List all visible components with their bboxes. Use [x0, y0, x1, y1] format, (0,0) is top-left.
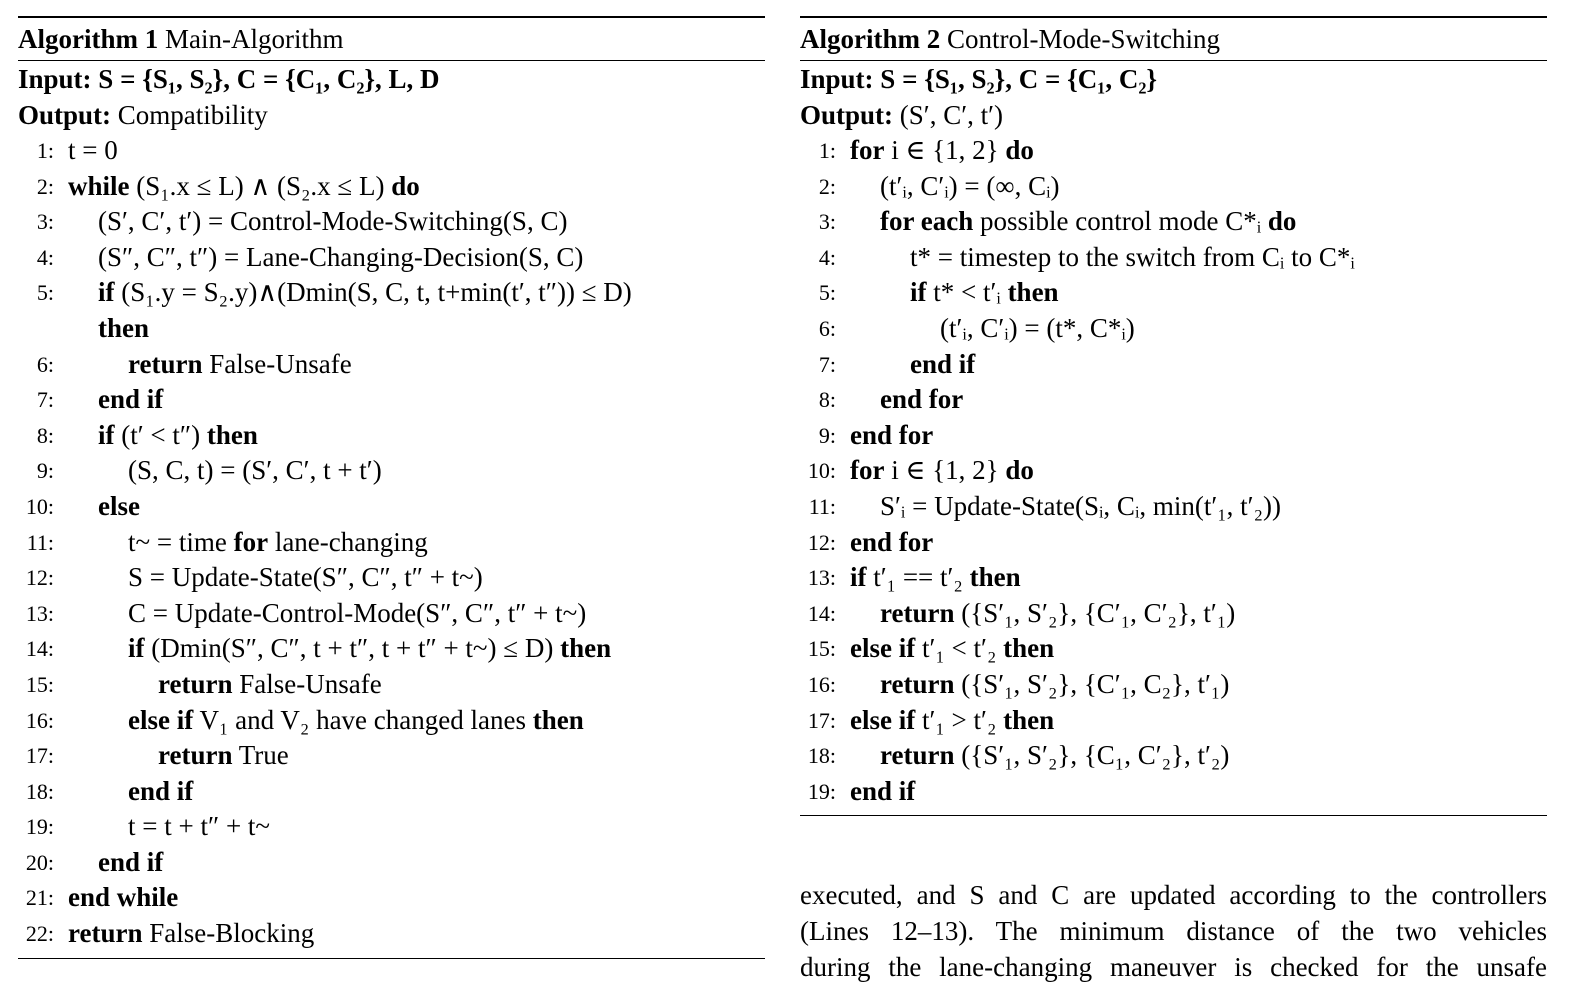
line-code: S = Update-State(S″, C″, t″ + t~)	[128, 562, 483, 593]
line-number: 5:	[36, 280, 54, 306]
algorithm-line	[18, 738, 765, 774]
algorithm-line	[800, 560, 1547, 596]
algorithm-body	[18, 133, 765, 952]
algorithm-body	[800, 133, 1547, 809]
algorithm-line	[800, 275, 1547, 311]
algorithm-line	[18, 133, 765, 169]
line-code: return False-Blocking	[68, 918, 315, 949]
line-number: 21:	[25, 885, 54, 911]
algorithm-line	[18, 525, 765, 561]
line-code: end if	[910, 348, 976, 379]
line-number: 9:	[818, 422, 836, 448]
algorithm-line	[800, 418, 1547, 454]
line-number: 3:	[36, 209, 54, 235]
paragraph-line: executed, and S and C are updated according to the controllers	[800, 880, 1547, 910]
line-code: end for	[850, 526, 934, 557]
algorithm-line	[18, 169, 765, 205]
line-number: 12:	[25, 565, 54, 591]
algorithm-line	[18, 774, 765, 810]
line-number: 18:	[25, 778, 54, 804]
line-code: for i ∈ {1, 2} do	[850, 135, 1034, 165]
line-number: 8:	[36, 422, 54, 448]
algorithm-name: Control-Mode-Switching	[946, 24, 1220, 54]
line-number: 18:	[807, 743, 836, 769]
algorithm-line	[800, 596, 1547, 632]
algorithm-line	[800, 703, 1547, 739]
line-number: 20:	[25, 849, 54, 875]
algorithm-title	[800, 18, 1547, 61]
line-number: 16:	[807, 671, 836, 697]
line-code: t = t + t″ + t~	[128, 811, 271, 842]
line-number: 2:	[36, 173, 54, 199]
line-number: 5:	[818, 280, 836, 306]
line-code: if (S₁.y = S₂.y)∧(Dmin(S, C, t, t+min(t′, t″)) ≤ D)	[98, 277, 632, 308]
line-code: if t′₁ == t′₂ then	[850, 562, 1021, 593]
line-code: (S, C, t) = (S′, C′, t + t′)	[128, 455, 382, 486]
line-code: (S″, C″, t″) = Lane-Changing-Decision(S, C)	[98, 241, 584, 272]
algorithm-1	[18, 16, 765, 959]
algorithm-line	[800, 774, 1547, 810]
line-code: t = 0	[68, 135, 118, 165]
line-number: 10:	[807, 458, 836, 484]
algorithm-line	[800, 738, 1547, 774]
algorithm-line	[800, 311, 1547, 347]
algorithm-line	[18, 453, 765, 489]
line-number: 13:	[25, 600, 54, 626]
line-number: 22:	[25, 921, 54, 947]
algorithm-title	[18, 18, 765, 61]
algorithm-line	[18, 703, 765, 739]
line-number: 13:	[807, 565, 836, 591]
output-label: Output:	[800, 100, 894, 130]
output-line	[800, 97, 1547, 133]
line-number: 17:	[807, 707, 836, 733]
line-code: S′ᵢ = Update-State(Sᵢ, Cᵢ, min(t′₁, t′₂))	[880, 490, 1281, 521]
line-code: else	[98, 490, 140, 521]
line-code: end if	[98, 846, 164, 877]
line-number: 4:	[36, 244, 54, 270]
line-number: 12:	[807, 529, 836, 555]
algorithm-line	[800, 382, 1547, 418]
output-value: (S′, C′, t′)	[899, 100, 1004, 130]
line-number: 15:	[807, 636, 836, 662]
line-number: 14:	[807, 600, 836, 626]
algorithm-line	[18, 347, 765, 383]
algorithm-line	[18, 845, 765, 881]
line-code: C = Update-Control-Mode(S″, C″, t″ + t~)	[128, 597, 587, 628]
algorithm-line	[18, 809, 765, 845]
line-code: end for	[850, 419, 934, 450]
line-code: end if	[128, 775, 194, 806]
line-number: 16:	[25, 707, 54, 733]
line-number: 11:	[808, 493, 836, 519]
line-code: for each possible control mode C*ᵢ do	[880, 206, 1297, 237]
line-code: t~ = time for lane-changing	[128, 526, 428, 557]
line-code: (t′ᵢ, C′ᵢ) = (t*, C*ᵢ)	[940, 312, 1135, 343]
algorithm-name: Main-Algorithm	[164, 24, 344, 54]
body-paragraph	[800, 877, 1547, 985]
algorithm-line	[18, 667, 765, 703]
line-code: (t′ᵢ, C′ᵢ) = (∞, Cᵢ)	[880, 170, 1060, 201]
line-number: 17:	[25, 743, 54, 769]
algorithm-line	[18, 275, 765, 311]
line-code: end for	[880, 384, 964, 415]
algorithm-line	[18, 560, 765, 596]
line-code: return ({S′₁, S′₂}, {C₁, C′₂}, t′₂)	[880, 740, 1230, 771]
algorithm-line	[18, 418, 765, 454]
algorithm-line	[800, 453, 1547, 489]
algorithm-line	[800, 489, 1547, 525]
line-code: else if t′₁ < t′₂ then	[850, 633, 1055, 664]
line-number: 7:	[818, 351, 836, 377]
line-code: else if t′₁ > t′₂ then	[850, 704, 1055, 735]
line-code: if (t′ < t″) then	[98, 419, 258, 450]
line-code: if (Dmin(S″, C″, t + t″, t + t″ + t~) ≤ D) then	[128, 633, 612, 664]
line-number: 1:	[818, 138, 836, 163]
line-code: end if	[98, 384, 164, 415]
line-number: 6:	[818, 315, 836, 341]
line-number: 2:	[818, 173, 836, 199]
line-number: 19:	[25, 814, 54, 840]
output-line	[18, 97, 765, 133]
algorithm-2	[800, 16, 1547, 816]
line-code: end while	[68, 882, 179, 913]
line-code: end if	[850, 775, 916, 806]
algorithm-line	[18, 880, 765, 916]
algorithm-line	[800, 133, 1547, 169]
bottom-rule	[800, 815, 1547, 816]
algorithm-line	[800, 631, 1547, 667]
output-value: Compatibility	[117, 100, 268, 130]
line-number: 8:	[818, 387, 836, 413]
line-code: return ({S′₁, S′₂}, {C′₁, C′₂}, t′₁)	[880, 597, 1236, 628]
algorithm-line	[18, 382, 765, 418]
line-number: 9:	[36, 458, 54, 484]
line-number: 7:	[36, 387, 54, 413]
algorithm-line	[800, 667, 1547, 703]
algorithm-line	[18, 489, 765, 525]
algorithm-line	[18, 204, 765, 240]
line-number: 1:	[36, 138, 54, 163]
output-label: Output:	[18, 100, 112, 130]
algorithm-line	[18, 240, 765, 276]
algorithm-label: Algorithm 2	[800, 24, 941, 54]
input-line	[18, 61, 765, 97]
line-code: then	[98, 312, 150, 343]
line-code: if t* < t′ᵢ then	[910, 277, 1059, 308]
algorithm-line	[800, 525, 1547, 561]
line-code: return False-Unsafe	[128, 348, 352, 379]
line-number: 6:	[36, 351, 54, 377]
line-code: t* = timestep to the switch from Cᵢ to C*ᵢ	[910, 241, 1355, 272]
line-number: 3:	[818, 209, 836, 235]
line-number: 19:	[807, 778, 836, 804]
algorithm-line	[800, 240, 1547, 276]
line-number: 14:	[25, 636, 54, 662]
algorithm-line	[800, 347, 1547, 383]
line-code: (S′, C′, t′) = Control-Mode-Switching(S, C)	[98, 206, 568, 237]
paragraph-line: during the lane-changing maneuver is checked for the unsafe	[800, 952, 1547, 982]
algorithm-line	[18, 916, 765, 952]
algorithm-line	[800, 169, 1547, 205]
line-number: 15:	[25, 671, 54, 697]
algorithm-line	[18, 311, 765, 347]
line-number: 10:	[25, 493, 54, 519]
algorithm-line	[800, 204, 1547, 240]
algorithm-line	[18, 631, 765, 667]
bottom-rule	[18, 958, 765, 959]
input-label: Input:	[800, 64, 874, 94]
line-code: return False-Unsafe	[158, 668, 382, 699]
algorithm-label: Algorithm 1	[18, 24, 159, 54]
line-code: return ({S′₁, S′₂}, {C′₁, C₂}, t′₁)	[880, 668, 1230, 699]
line-code: else if V₁ and V₂ have changed lanes then	[128, 704, 584, 735]
paragraph-line: (Lines 12–13). The minimum distance of the two vehicles	[800, 916, 1547, 946]
line-code: return True	[158, 740, 289, 771]
input-label: Input:	[18, 64, 92, 94]
line-code: while (S₁.x ≤ L) ∧ (S₂.x ≤ L) do	[68, 170, 420, 201]
input-line	[800, 61, 1547, 97]
input-value: S = {S₁, S₂}, C = {C₁, C₂}, L, D	[98, 64, 440, 94]
line-code: for i ∈ {1, 2} do	[850, 455, 1034, 486]
algorithm-line	[18, 596, 765, 632]
input-value: S = {S₁, S₂}, C = {C₁, C₂}	[880, 64, 1158, 94]
line-number: 11:	[26, 529, 54, 555]
line-number: 4:	[818, 244, 836, 270]
